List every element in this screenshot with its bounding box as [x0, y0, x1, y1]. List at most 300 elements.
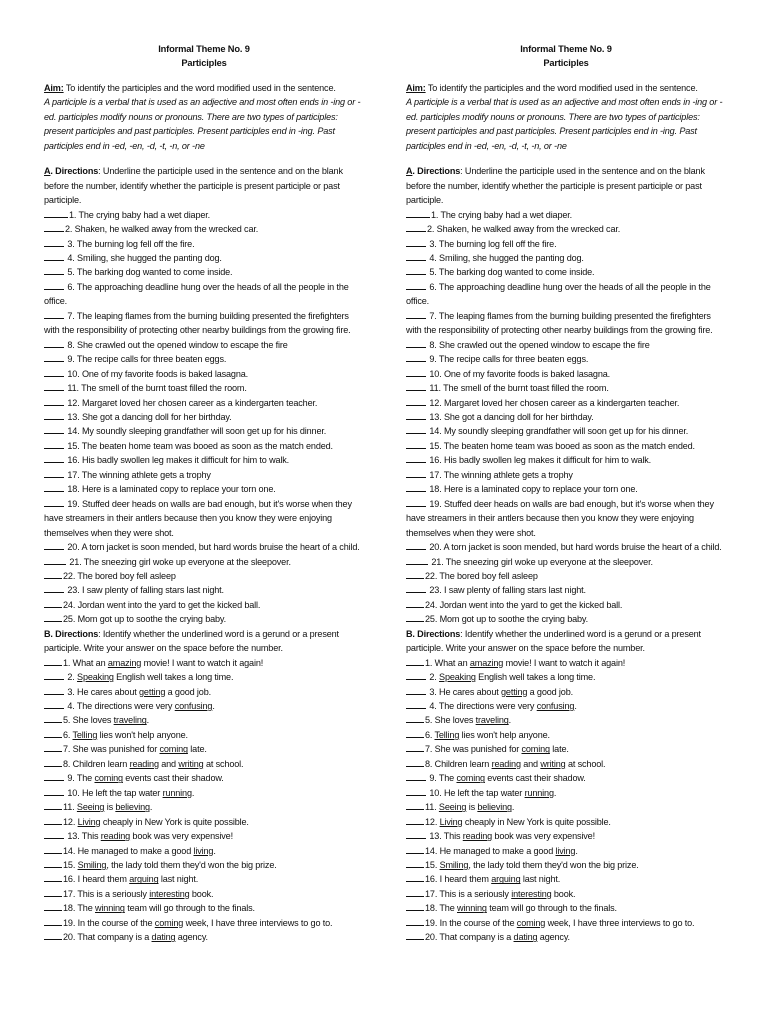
section-b-item-text: 3. He cares about [65, 686, 139, 697]
section-a-text: : Underline the participle used in the sentence and on the blank before the number, identify whether the participle is present participle or past participle. [406, 166, 705, 206]
section-a-item-text: 7. The leaping flames from the burning building presented the firefighters with the responsibility of protecting other nearby buildings from the growing fire. [44, 310, 351, 336]
answer-blank [44, 685, 64, 695]
section-b-item-text: 6. [63, 729, 73, 740]
section-a-item-text: 23. I saw plenty of falling stars last night. [427, 585, 586, 596]
answer-blank [44, 815, 62, 825]
section-a-item [44, 237, 364, 251]
section-b-item-text: at school. [565, 758, 606, 769]
answer-blank [44, 410, 64, 420]
underlined-word: interesting [511, 888, 552, 899]
answer-blank [44, 713, 62, 723]
section-b-item-text: . [553, 787, 557, 798]
section-a-item-text: 22. The bored boy fell asleep [63, 570, 176, 581]
answer-blank [44, 901, 62, 911]
answer-blank [44, 237, 64, 247]
section-b-item-text: 15. [63, 860, 78, 871]
answer-blank [44, 728, 62, 738]
section-b-item [406, 757, 726, 771]
section-a-item [406, 410, 726, 424]
section-b-item [44, 786, 364, 800]
section-b-item-text: week, I have three interviews to go to. [183, 917, 333, 928]
underlined-word: winning [95, 903, 125, 914]
underlined-word: coming [456, 773, 485, 784]
section-b-item-text: movie! I want to watch it again! [503, 657, 626, 668]
section-a-item-text: 1. The crying baby had a wet diaper. [69, 209, 211, 220]
section-a-item-text: 12. Margaret loved her chosen career as a kindergarten teacher. [427, 397, 680, 408]
section-b-item-text: a good job. [527, 686, 573, 697]
section-a-item-text: 13. She got a dancing doll for her birthday. [65, 411, 232, 422]
section-a-item [44, 482, 364, 496]
section-b-item [44, 829, 364, 843]
answer-blank [44, 396, 64, 406]
answer-blank [406, 699, 426, 709]
section-b-item-text: . [191, 787, 195, 798]
answer-blank [44, 540, 64, 550]
underlined-word: coming [154, 917, 184, 928]
section-a-item [44, 598, 364, 612]
answer-blank [406, 208, 430, 218]
section-b-item-text: cheaply in New York is quite possible. [100, 816, 249, 827]
section-a-item-text: 8. She crawled out the opened window to escape the fire [427, 339, 650, 350]
section-b-item-text: 15. [425, 860, 440, 871]
answer-blank [406, 367, 426, 377]
section-a-item [44, 540, 364, 554]
section-b-item [406, 800, 726, 814]
section-b-item-text: 3. He cares about [427, 686, 501, 697]
section-b-item [44, 916, 364, 930]
section-b-item [44, 713, 364, 727]
section-b-item-text: 19. In the course of the [425, 917, 517, 928]
section-b-item-text: . [212, 701, 215, 712]
section-a-item [44, 352, 364, 366]
section-a-item-text: 11. The smell of the burnt toast filled the room. [427, 383, 609, 394]
section-a-item [44, 280, 364, 309]
answer-blank [406, 453, 426, 463]
section-a-item-text: 20. A torn jacket is soon mended, but hard words bruise the heart of a child. [427, 542, 722, 553]
underlined-word: Smiling [439, 860, 469, 871]
section-a-item [406, 453, 726, 467]
section-b-item [406, 872, 726, 886]
underlined-word: living [193, 845, 214, 856]
section-a-item-text: 17. The winning athlete gets a trophy [427, 469, 573, 480]
section-a-item [406, 612, 726, 626]
section-a-item-text: 9. The recipe calls for three beaten eggs. [427, 354, 589, 365]
section-b-item-text: , the lady told them they'd won the big prize. [106, 860, 277, 871]
answer-blank [406, 670, 426, 680]
answer-blank [44, 453, 64, 463]
underlined-word: Living [77, 816, 101, 827]
section-b-item [44, 728, 364, 742]
section-b-item-text: late. [187, 744, 207, 755]
section-a-item [406, 222, 726, 236]
section-b-directions [44, 627, 364, 656]
section-b-item [44, 872, 364, 886]
answer-blank [44, 352, 64, 362]
section-b-item-text: English well takes a long time. [475, 672, 596, 683]
section-b-list [44, 656, 364, 945]
section-a-item [44, 497, 364, 540]
section-a-item-text: 15. The beaten home team was booed as soon as the match ended. [65, 440, 333, 451]
underlined-word: believing [477, 802, 512, 813]
answer-blank [406, 872, 424, 882]
section-b-item [406, 858, 726, 872]
section-b-item-text: 7. She was punished for [63, 744, 160, 755]
section-b-item-text: book was very expensive! [130, 831, 233, 842]
section-b-item-text: 10. He left the tap water [427, 787, 525, 798]
section-a-item [44, 410, 364, 424]
section-b-item-text: 12. [63, 816, 78, 827]
section-b-item-text: events cast their shadow. [122, 773, 224, 784]
answer-blank [44, 381, 64, 391]
section-a-item-text: 22. The bored boy fell asleep [425, 570, 538, 581]
answer-blank [44, 656, 62, 666]
section-a-text: : Underline the participle used in the sentence and on the blank before the number, identify whether the participle is present participle or past participle. [44, 166, 343, 206]
section-b-item [406, 771, 726, 785]
answer-blank [44, 569, 62, 579]
section-b-text: : Identify whether the underlined word is a gerund or a present participle. Write your answer on the space before the number. [406, 628, 701, 654]
section-b-item-text: 5. She loves [425, 715, 476, 726]
section-b-item-text: last night. [158, 874, 199, 885]
section-b-item [44, 930, 364, 944]
answer-blank [44, 670, 64, 680]
section-b-item-text: lies won't help anyone. [459, 729, 550, 740]
answer-blank [406, 265, 426, 275]
section-b-item-text: English well takes a long time. [113, 672, 234, 683]
section-a-item-text: 18. Here is a laminated copy to replace your torn one. [65, 484, 276, 495]
answer-blank [44, 367, 64, 377]
section-b-item-text: cheaply in New York is quite possible. [462, 816, 611, 827]
underlined-word: reading [129, 758, 159, 769]
section-b-item-text: last night. [520, 874, 561, 885]
section-b-item [406, 829, 726, 843]
section-b-item-text: at school. [203, 758, 244, 769]
section-a-item [406, 468, 726, 482]
section-b-item [44, 699, 364, 713]
section-b-item-text: is [104, 802, 116, 813]
answer-blank [44, 497, 64, 507]
aim-label: Aim: [406, 83, 426, 93]
section-a-item-text: 16. His badly swollen leg makes it difficult for him to walk. [427, 455, 652, 466]
answer-blank [406, 713, 424, 723]
underlined-word: coming [521, 744, 550, 755]
section-a-item-text: 25. Mom got up to soothe the crying baby. [425, 614, 589, 625]
section-b-item [44, 656, 364, 670]
underlined-word: Living [439, 816, 463, 827]
section-a-item-text: 5. The barking dog wanted to come inside. [65, 267, 233, 278]
section-b-item-text: events cast their shadow. [484, 773, 586, 784]
section-a-item-text: 2. Shaken, he walked away from the wrecked car. [427, 224, 621, 235]
answer-blank [44, 598, 62, 608]
section-a-item [406, 569, 726, 583]
section-a-item-text: 3. The burning log fell off the fire. [427, 238, 557, 249]
underlined-word: confusing [536, 701, 575, 712]
underlined-word: Telling [434, 729, 460, 740]
section-a-item-text: 20. A torn jacket is soon mended, but hard words bruise the heart of a child. [65, 542, 360, 553]
aim-paragraph [44, 81, 364, 95]
section-a-item [406, 497, 726, 540]
answer-blank [44, 482, 64, 492]
section-b-item-text: movie! I want to watch it again! [141, 657, 264, 668]
section-b-item-text: team will go through to the finals. [124, 903, 255, 914]
underlined-word: confusing [174, 701, 213, 712]
section-a-item-text: 18. Here is a laminated copy to replace your torn one. [427, 484, 638, 495]
section-a-label: . Directions [412, 166, 461, 177]
underlined-word: dating [151, 932, 176, 943]
answer-blank [44, 786, 64, 796]
section-a-item [44, 251, 364, 265]
section-b-item-text: 16. I heard them [63, 874, 130, 885]
underlined-word: interesting [149, 888, 190, 899]
answer-blank [406, 598, 424, 608]
section-a-item-text: 4. Smiling, she hugged the panting dog. [427, 252, 584, 263]
answer-blank [406, 482, 426, 492]
section-b-item-text: 4. The directions were very [65, 701, 175, 712]
answer-blank [44, 916, 62, 926]
section-a-item [406, 338, 726, 352]
answer-blank [44, 930, 62, 940]
section-a-item [44, 612, 364, 626]
section-b-item-text: 2. [65, 672, 78, 683]
answer-blank [406, 497, 426, 507]
section-a-item-text: 24. Jordan went into the yard to get the kicked ball. [425, 599, 623, 610]
answer-blank [44, 583, 64, 593]
section-b-item [406, 815, 726, 829]
underlined-word: coming [516, 917, 546, 928]
section-b-item [406, 656, 726, 670]
answer-blank [44, 555, 66, 565]
section-a-item [44, 265, 364, 279]
section-b-item-text: . [511, 802, 515, 813]
section-b-item [406, 713, 726, 727]
section-b-item-text: 17. This is a seriously [63, 888, 150, 899]
section-b-item [406, 670, 726, 684]
section-b-item [406, 742, 726, 756]
section-a-item-text: 23. I saw plenty of falling stars last night. [65, 585, 224, 596]
section-a-item [44, 396, 364, 410]
answer-blank [44, 222, 64, 232]
section-b-label: B. Directions [406, 628, 461, 639]
answer-blank [406, 251, 426, 261]
section-a-item-text: 5. The barking dog wanted to come inside. [427, 267, 595, 278]
section-b-item-text: . [574, 701, 577, 712]
answer-blank [406, 829, 426, 839]
section-a-item [406, 555, 726, 569]
answer-blank [44, 742, 62, 752]
section-a-directions [44, 164, 364, 207]
section-b-item [44, 844, 364, 858]
answer-blank [406, 887, 424, 897]
section-b-item-text: and [520, 758, 541, 769]
section-a-item [406, 280, 726, 309]
section-a-item [406, 208, 726, 222]
section-a-item [44, 468, 364, 482]
section-a-item [406, 482, 726, 496]
worksheet-subtitle: Participles [543, 57, 589, 68]
section-a-item [44, 453, 364, 467]
answer-blank [44, 265, 64, 275]
section-a-item-text: 21. The sneezing girl woke up everyone at the sleepover. [429, 556, 653, 567]
section-b-item-text: . [213, 845, 216, 856]
answer-blank [406, 381, 426, 391]
section-b-item-text: 2. [427, 672, 440, 683]
underlined-word: coming [159, 744, 188, 755]
underlined-word: getting [501, 686, 528, 697]
section-a-item [44, 381, 364, 395]
section-b-item-text: . [149, 802, 153, 813]
section-b-item-text: 16. I heard them [425, 874, 492, 885]
section-a-item [406, 265, 726, 279]
section-b-item-text: agency. [537, 932, 570, 943]
answer-blank [406, 237, 426, 247]
underlined-word: Seeing [438, 802, 467, 813]
underlined-word: Telling [72, 729, 98, 740]
answer-blank [406, 815, 424, 825]
worksheet-column-right [406, 43, 726, 945]
section-a-item [44, 555, 364, 569]
section-a-item [406, 251, 726, 265]
section-b-item-text: . [508, 715, 512, 726]
section-b-item-text: 1. What an [425, 657, 470, 668]
section-b-item-text: 11. [425, 802, 439, 813]
section-a-item-text: 25. Mom got up to soothe the crying baby. [63, 614, 227, 625]
section-b-item-text: 9. The [65, 773, 95, 784]
section-b-item-text: 14. He managed to make a good [425, 845, 556, 856]
answer-blank [406, 309, 426, 319]
section-b-item-text: week, I have three interviews to go to. [545, 917, 695, 928]
section-b-item-text: 8. Children learn [63, 758, 130, 769]
answer-blank [44, 309, 64, 319]
answer-blank [44, 338, 64, 348]
underlined-word: Speaking [439, 672, 476, 683]
section-a-letter: A [406, 166, 413, 177]
underlined-word: believing [115, 802, 150, 813]
aim-label: Aim: [44, 83, 64, 93]
section-a-item [406, 309, 726, 338]
underlined-word: Speaking [77, 672, 114, 683]
section-b-item-text: a good job. [165, 686, 211, 697]
answer-blank [406, 858, 424, 868]
section-b-item [44, 742, 364, 756]
section-b-item-text: agency. [175, 932, 208, 943]
section-a-item [406, 396, 726, 410]
answer-blank [44, 771, 64, 781]
section-a-item [44, 208, 364, 222]
section-b-item-text: 1. What an [63, 657, 108, 668]
section-a-item [406, 598, 726, 612]
section-a-letter: A [44, 166, 51, 177]
section-a-item [44, 583, 364, 597]
answer-blank [406, 222, 426, 232]
section-a-item [406, 237, 726, 251]
answer-blank [406, 569, 424, 579]
section-a-item-text: 13. She got a dancing doll for her birthday. [427, 411, 594, 422]
answer-blank [406, 916, 424, 926]
section-b-item-text: 20. That company is a [425, 932, 514, 943]
section-b-item-text: 7. She was punished for [425, 744, 522, 755]
section-a-item [406, 540, 726, 554]
section-b-item [406, 685, 726, 699]
section-b-item-text: , the lady told them they'd won the big prize. [468, 860, 639, 871]
section-a-list [406, 208, 726, 627]
intro-paragraph: A participle is a verbal that is used as an adjective and most often ends in -ing or -ed. participles modify nouns or pronouns. There are two types of participles: present participles and past participles. Present participles end in -ing. Past participles end in -ed, -en, -d, -t, -n, or -ne [406, 97, 723, 151]
aim-paragraph [406, 81, 726, 95]
section-b-item [44, 858, 364, 872]
section-b-item-text: 11. [63, 802, 77, 813]
section-a-list [44, 208, 364, 627]
section-b-item [44, 887, 364, 901]
answer-blank [406, 410, 426, 420]
answer-blank [44, 280, 64, 290]
answer-blank [406, 439, 426, 449]
answer-blank [406, 728, 424, 738]
section-a-item [406, 424, 726, 438]
section-b-item-text: 9. The [427, 773, 457, 784]
answer-blank [406, 930, 424, 940]
answer-blank [44, 858, 62, 868]
section-b-item [44, 670, 364, 684]
section-a-item-text: 19. Stuffed deer heads on walls are bad enough, but it's worse when they have streamers in their antlers because then you know they were enjoying themselves when they were shot. [406, 498, 714, 538]
underlined-word: amazing [469, 657, 504, 668]
aim-text: To identify the participles and the word modified used in the sentence. [63, 83, 336, 93]
answer-blank [406, 612, 424, 622]
answer-blank [406, 396, 426, 406]
answer-blank [406, 901, 424, 911]
answer-blank [406, 352, 426, 362]
aim-text: To identify the participles and the word modified used in the sentence. [425, 83, 698, 93]
answer-blank [44, 468, 64, 478]
answer-blank [406, 424, 426, 434]
section-b-item-text: 12. [425, 816, 440, 827]
answer-blank [44, 424, 64, 434]
intro-paragraph: A participle is a verbal that is used as an adjective and most often ends in -ing or -ed. participles modify nouns or pronouns. There are two types of participles: present participles and past participles. Present participles end in -ing. Past participles end in -ed, -en, -d, -t, -n, or -ne [44, 97, 361, 151]
answer-blank [406, 844, 424, 854]
section-a-item [44, 367, 364, 381]
answer-blank [406, 555, 428, 565]
worksheet-title: Informal Theme No. 9 [158, 44, 250, 54]
section-b-item-text: book. [189, 888, 214, 899]
section-a-item-text: 19. Stuffed deer heads on walls are bad enough, but it's worse when they have streamers in their antlers because then you know they were enjoying themselves when they were shot. [44, 498, 352, 538]
section-b-item-text: 5. She loves [63, 715, 114, 726]
section-b-item-text: book was very expensive! [492, 831, 595, 842]
answer-blank [44, 699, 64, 709]
section-b-item-text: team will go through to the finals. [486, 903, 617, 914]
answer-blank [406, 771, 426, 781]
section-a-item [44, 569, 364, 583]
section-b-item-text: late. [549, 744, 569, 755]
section-a-item [406, 367, 726, 381]
section-b-item [406, 699, 726, 713]
section-b-directions [406, 627, 726, 656]
answer-blank [44, 251, 64, 261]
answer-blank [406, 540, 426, 550]
section-b-item [406, 901, 726, 915]
underlined-word: writing [178, 758, 204, 769]
underlined-word: traveling [475, 715, 509, 726]
underlined-word: coming [94, 773, 123, 784]
section-a-item [44, 309, 364, 338]
section-a-item-text: 10. One of my favorite foods is baked lasagna. [427, 368, 611, 379]
section-a-item-text: 9. The recipe calls for three beaten eggs. [65, 354, 227, 365]
section-a-item-text: 2. Shaken, he walked away from the wrecked car. [65, 224, 259, 235]
underlined-word: living [555, 845, 576, 856]
worksheet-title: Informal Theme No. 9 [520, 44, 612, 54]
section-a-directions [406, 164, 726, 207]
answer-blank [44, 872, 62, 882]
answer-blank [406, 742, 424, 752]
underlined-word: reading [491, 758, 521, 769]
section-a-item [406, 439, 726, 453]
section-a-item-text: 7. The leaping flames from the burning building presented the firefighters with the responsibility of protecting other nearby buildings from the growing fire. [406, 310, 713, 336]
